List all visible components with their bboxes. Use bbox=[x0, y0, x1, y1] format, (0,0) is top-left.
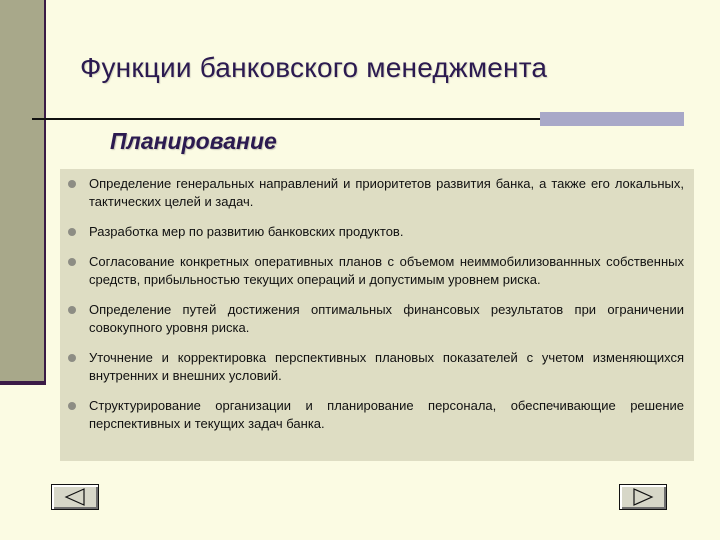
list-item bbox=[68, 175, 684, 211]
list-item bbox=[68, 397, 684, 433]
title-divider bbox=[32, 118, 540, 120]
left-decor-line bbox=[0, 381, 46, 385]
left-decor-edge bbox=[44, 0, 46, 385]
next-slide-button[interactable] bbox=[619, 484, 667, 510]
list-item-text: Определение генеральных направлений и приоритетов развития банка, а также его локальных, тактических целей и задач. bbox=[89, 176, 684, 209]
bullet-icon bbox=[68, 402, 76, 410]
slide-subtitle: Планирование bbox=[110, 128, 277, 154]
list-item bbox=[68, 349, 684, 385]
list-item-text: Согласование конкретных оперативных планов с объемом неиммобилизованнных собственных средств, прибыльностью текущих операций и допустимым уровнем риска. bbox=[89, 254, 684, 287]
list-item-text: Уточнение и корректировка перспективных плановых показателей с учетом изменяющихся внутренних и внешних условий. bbox=[89, 350, 684, 383]
list-item-text: Определение путей достижения оптимальных финансовых результатов при ограничении совокупного уровня риска. bbox=[89, 302, 684, 335]
list-item bbox=[68, 223, 684, 241]
list-item-text: Разработка мер по развитию банковских продуктов. bbox=[89, 224, 404, 239]
bullet-icon bbox=[68, 306, 76, 314]
bullet-icon bbox=[68, 180, 76, 188]
triangle-left-icon bbox=[52, 485, 98, 509]
content-box bbox=[60, 169, 694, 461]
bullet-list bbox=[68, 175, 684, 433]
left-decor-band bbox=[0, 0, 44, 383]
bullet-icon bbox=[68, 228, 76, 236]
slide-title: Функции банковского менеджмента bbox=[80, 52, 548, 83]
previous-slide-button[interactable] bbox=[51, 484, 99, 510]
bullet-icon bbox=[68, 258, 76, 266]
title-accent-block bbox=[540, 112, 684, 126]
list-item bbox=[68, 301, 684, 337]
list-item-text: Структурирование организации и планирование персонала, обеспечивающие решение перспективных и текущих задач банка. bbox=[89, 398, 684, 431]
bullet-icon bbox=[68, 354, 76, 362]
list-item bbox=[68, 253, 684, 289]
triangle-right-icon bbox=[620, 485, 666, 509]
